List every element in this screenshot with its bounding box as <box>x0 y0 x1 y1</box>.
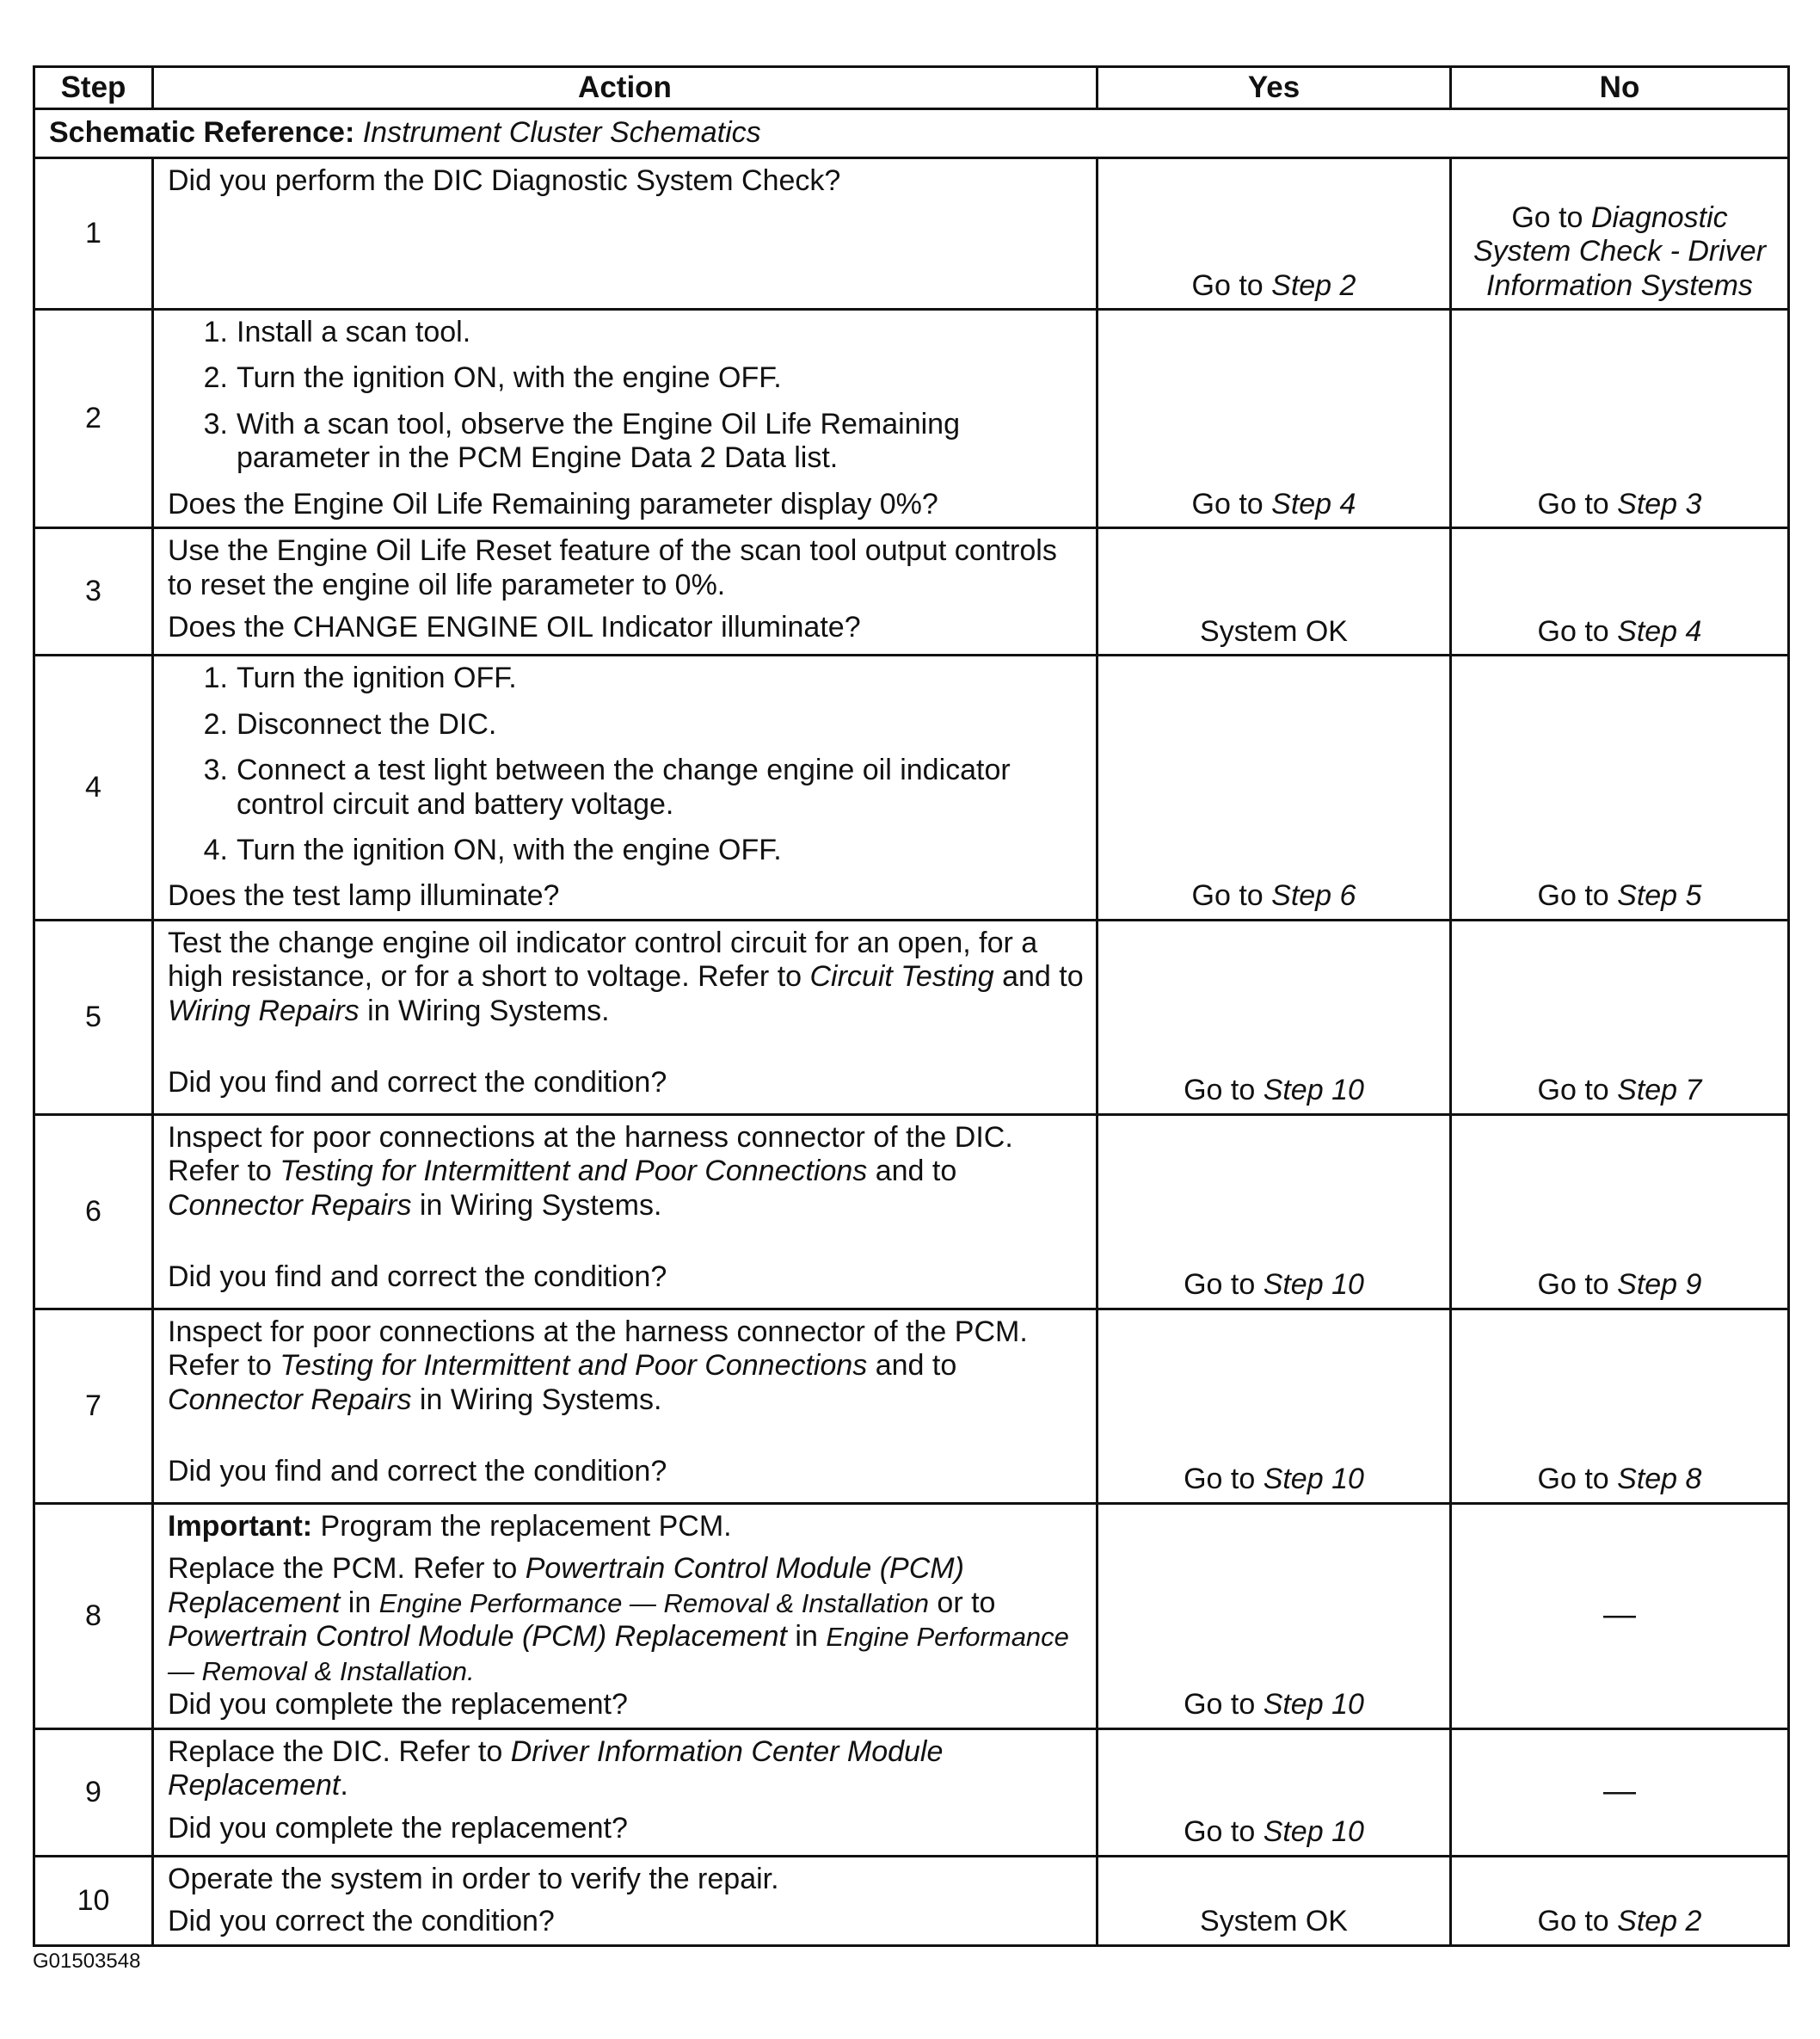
step-number: 5 <box>34 920 153 1114</box>
header-row <box>34 67 1789 109</box>
table-row <box>34 1856 1789 1945</box>
header-action: Action <box>153 67 1098 109</box>
yes-cell <box>1098 528 1451 656</box>
table-row <box>34 1114 1789 1309</box>
figure-id: G01503548 <box>33 1950 141 1973</box>
table-row <box>34 656 1789 921</box>
no-cell: Go to Step 8 <box>1451 1309 1789 1503</box>
substep: 3. With a scan tool, observe the Engine Oil Life Remaining parameter in the PCM Engine Data 2 Data list. <box>203 407 961 475</box>
important-note: Important: Program the replacement PCM. <box>168 1509 732 1543</box>
yes-cell: Go to Step 4 <box>1098 310 1451 528</box>
action-cell <box>153 1114 1098 1309</box>
intermittent-connections-link[interactable]: Testing for Intermittent and Poor Connections <box>280 1349 868 1383</box>
substep: 1. Install a scan tool. <box>203 316 471 348</box>
table-row <box>34 1309 1789 1503</box>
question-text: Does the CHANGE ENGINE OIL Indicator illuminate? <box>168 611 861 644</box>
question-text: Did you find and correct the condition? <box>168 1066 667 1100</box>
no-step-link[interactable]: Diagnostic System Check - Driver Information Systems <box>1473 200 1767 302</box>
question-text: Did you correct the condition? <box>168 1905 555 1938</box>
no-cell: Go to Step 5 <box>1451 656 1789 921</box>
no-step-link[interactable]: Step 2 <box>1617 1905 1702 1938</box>
header-yes: Yes <box>1098 67 1451 109</box>
table-row <box>34 1728 1789 1856</box>
no-step-link[interactable]: Step 9 <box>1617 1268 1702 1302</box>
dic-module-replacement-link[interactable]: Driver Information Center Module Replacement <box>168 1734 944 1802</box>
action-text: Inspect for poor connections at the harness connector of the DIC. Refer to Testing for Intermittent and Poor Connections and to Connector Repairs in Wiring Systems. <box>168 1120 1013 1222</box>
diagnostic-table <box>33 65 1790 1947</box>
substep: 3. Connect a test light between the change engine oil indicator control circuit and battery voltage. <box>203 754 1011 821</box>
yes-step-link[interactable]: Step 10 <box>1263 1688 1364 1722</box>
substep-list <box>168 316 1084 476</box>
yes-step-link[interactable]: Step 10 <box>1263 1815 1364 1849</box>
action-text: Replace the DIC. Refer to Driver Information Center Module Replacement. <box>168 1734 944 1802</box>
step-number: 4 <box>34 656 153 921</box>
no-step-link[interactable]: Step 3 <box>1617 487 1702 521</box>
intermittent-connections-link[interactable]: Testing for Intermittent and Poor Connections <box>280 1155 868 1188</box>
question-text: Does the Engine Oil Life Remaining parameter display 0%? <box>168 487 938 521</box>
step-number: 1 <box>34 158 153 310</box>
pcm-replacement-link[interactable]: Powertrain Control Module (PCM) Replacement <box>168 1552 964 1619</box>
no-cell <box>1451 1728 1789 1856</box>
yes-prefix: Go to <box>1191 268 1272 302</box>
engine-performance-link[interactable]: Engine Performance — Removal & Installation <box>378 1587 929 1618</box>
action-cell <box>153 1503 1098 1728</box>
table-row <box>34 158 1789 310</box>
no-cell <box>1451 1503 1789 1728</box>
yes-result: System OK <box>1200 1905 1348 1938</box>
wiring-repairs-link[interactable]: Wiring Repairs <box>168 994 360 1027</box>
action-cell <box>153 1856 1098 1945</box>
question-text: Does the test lamp illuminate? <box>168 879 560 913</box>
no-cell: Go to Step 9 <box>1451 1114 1789 1309</box>
yes-cell: Go to Step 10 <box>1098 1503 1451 1728</box>
action-text: Test the change engine oil indicator control circuit for an open, for a high resistance, or for a short to voltage. Refer to Circuit Testing and to Wiring Repairs in Wiring Systems. <box>168 926 1084 1027</box>
step-number: 2 <box>34 310 153 528</box>
step-number: 6 <box>34 1114 153 1309</box>
action-text: Replace the PCM. Refer to Powertrain Control Module (PCM) Replacement in Engine Performance — Removal & Installation or to Powertrain Control Module (PCM) Replacement in Engine Performance — Removal & Installation. <box>168 1552 1069 1686</box>
yes-step-link[interactable]: Step 2 <box>1271 268 1356 302</box>
circuit-testing-link[interactable]: Circuit Testing <box>809 960 994 994</box>
question-text: Did you complete the replacement? <box>168 1688 628 1721</box>
question-text: Did you find and correct the condition? <box>168 1260 667 1294</box>
schematic-reference <box>34 109 1789 158</box>
no-dash: — <box>1603 1597 1636 1634</box>
important-label: Important: <box>168 1509 313 1543</box>
pcm-replacement-link[interactable]: Powertrain Control Module (PCM) Replacement <box>168 1620 787 1654</box>
no-dash: — <box>1603 1773 1636 1810</box>
schematic-reference-label: Schematic Reference: <box>49 116 355 150</box>
action-text: Inspect for poor connections at the harness connector of the PCM. Refer to Testing for Intermittent and Poor Connections and to Connector Repairs in Wiring Systems. <box>168 1315 1028 1416</box>
table-row <box>34 920 1789 1114</box>
yes-cell: Go to Step 10 <box>1098 1309 1451 1503</box>
no-prefix: Go to <box>1511 200 1591 234</box>
no-step-link[interactable]: Step 8 <box>1617 1463 1702 1496</box>
yes-cell: Go to Step 10 <box>1098 920 1451 1114</box>
yes-step-link[interactable]: Step 6 <box>1271 879 1356 913</box>
step-number: 9 <box>34 1728 153 1856</box>
connector-repairs-link[interactable]: Connector Repairs <box>168 1188 412 1222</box>
no-cell: Go to Step 4 <box>1451 528 1789 656</box>
action-cell <box>153 656 1098 921</box>
yes-cell: Go to Step 6 <box>1098 656 1451 921</box>
question-text: Did you complete the replacement? <box>168 1811 628 1845</box>
yes-cell <box>1098 1856 1451 1945</box>
yes-result: System OK <box>1200 614 1348 648</box>
yes-step-link[interactable]: Step 10 <box>1263 1463 1364 1496</box>
action-cell <box>153 158 1098 310</box>
yes-step-link[interactable]: Step 10 <box>1263 1268 1364 1302</box>
action-cell <box>153 920 1098 1114</box>
action-cell <box>153 310 1098 528</box>
table-row <box>34 1503 1789 1728</box>
no-cell: Go to Step 2 <box>1451 1856 1789 1945</box>
action-text: Did you perform the DIC Diagnostic System Check? <box>168 164 841 197</box>
yes-cell <box>1098 158 1451 310</box>
action-cell <box>153 528 1098 656</box>
table-row <box>34 310 1789 528</box>
step-number: 7 <box>34 1309 153 1503</box>
action-cell <box>153 1309 1098 1503</box>
action-text: Operate the system in order to verify the repair. <box>168 1862 779 1895</box>
yes-step-link[interactable]: Step 4 <box>1271 487 1356 521</box>
action-cell <box>153 1728 1098 1856</box>
substep: 1. Turn the ignition OFF. <box>203 662 517 695</box>
yes-step-link[interactable]: Step 10 <box>1263 1074 1364 1107</box>
yes-cell: Go to Step 10 <box>1098 1114 1451 1309</box>
substep: 4. Turn the ignition ON, with the engine OFF. <box>203 833 782 866</box>
connector-repairs-link[interactable]: Connector Repairs <box>168 1383 412 1416</box>
table-row <box>34 528 1789 656</box>
step-number: 8 <box>34 1503 153 1728</box>
substep-list <box>168 662 1084 867</box>
substep: 2. Disconnect the DIC. <box>203 707 497 741</box>
action-text: Use the Engine Oil Life Reset feature of the scan tool output controls to reset the engine oil life parameter to 0%. <box>168 534 1057 601</box>
no-cell: Go to Step 7 <box>1451 920 1789 1114</box>
schematic-reference-link[interactable]: Instrument Cluster Schematics <box>362 116 761 150</box>
schematic-reference-row <box>34 109 1789 158</box>
step-number: 10 <box>34 1856 153 1945</box>
header-no: No <box>1451 67 1789 109</box>
step-number: 3 <box>34 528 153 656</box>
no-cell <box>1451 158 1789 310</box>
no-step-link[interactable]: Step 5 <box>1617 879 1702 913</box>
yes-cell: Go to Step 10 <box>1098 1728 1451 1856</box>
question-text: Did you find and correct the condition? <box>168 1455 667 1488</box>
substep: 2. Turn the ignition ON, with the engine OFF. <box>203 361 782 395</box>
no-step-link[interactable]: Step 4 <box>1617 614 1702 648</box>
engine-performance-link[interactable]: Engine Performance — Removal & Installation. <box>168 1622 1069 1686</box>
no-cell: Go to Step 3 <box>1451 310 1789 528</box>
no-step-link[interactable]: Step 7 <box>1617 1074 1702 1107</box>
header-step: Step <box>34 67 153 109</box>
